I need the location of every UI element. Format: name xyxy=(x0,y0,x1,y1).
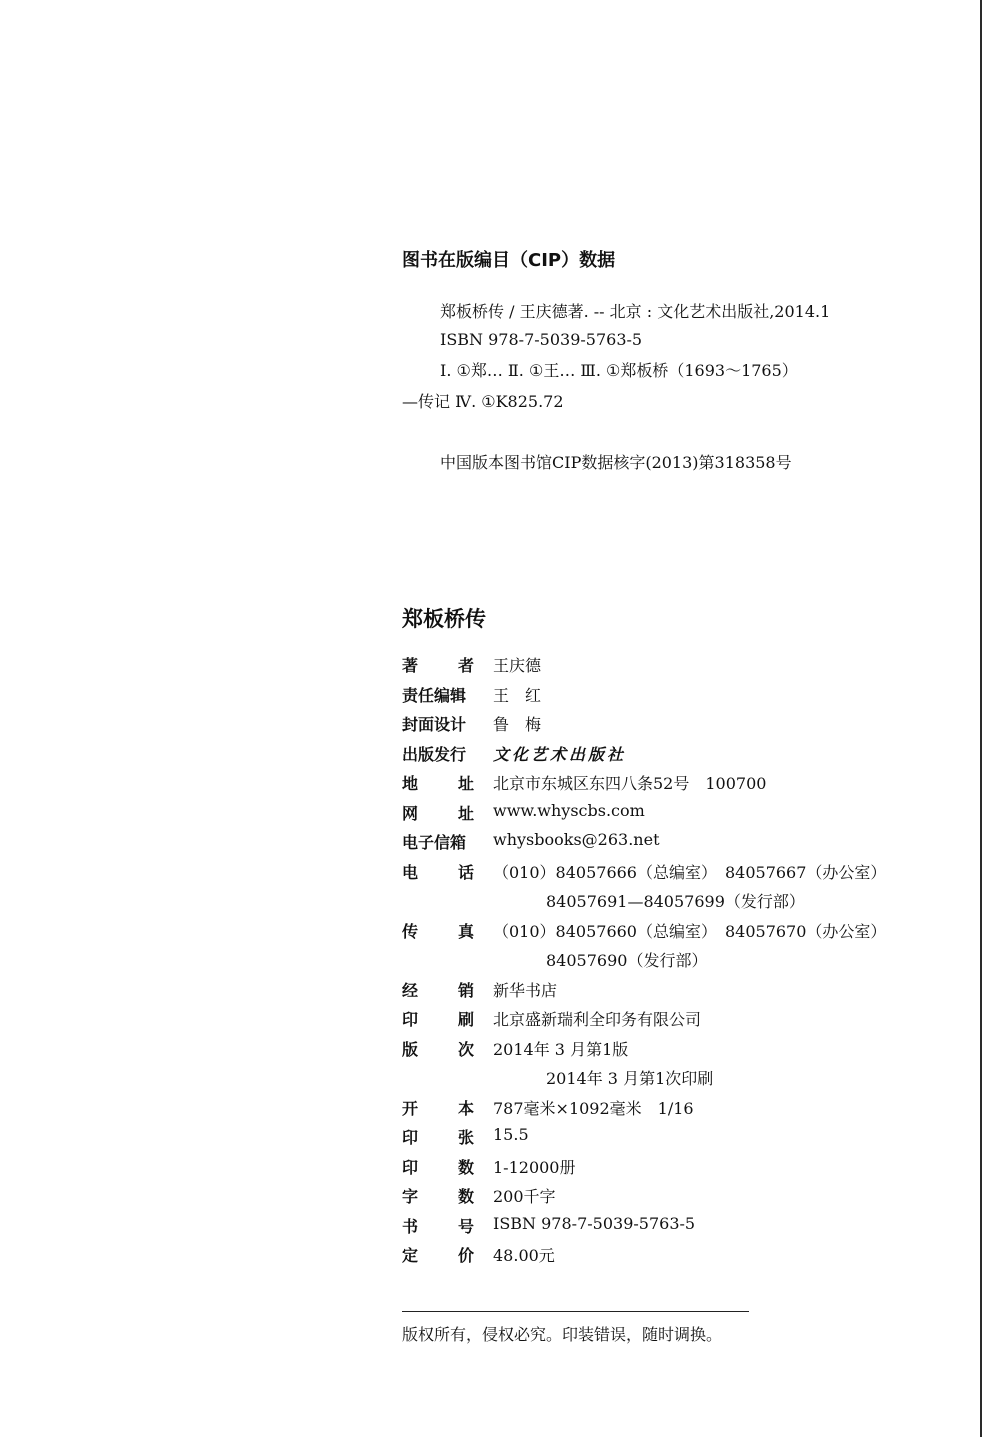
imprint-value: 新华书店 xyxy=(493,980,558,1000)
imprint-value: 15.5 xyxy=(493,1125,529,1144)
imprint-label: 出版发行 xyxy=(402,744,467,764)
imprint-row xyxy=(402,975,922,1005)
imprint-label-char: 真 xyxy=(457,921,474,941)
imprint-label-char: 版 xyxy=(402,1039,419,1059)
cip-line-isbn: ISBN 978-7-5039-5763-5 xyxy=(440,330,643,349)
imprint-value: 北京盛新瑞利全印务有限公司 xyxy=(493,1010,702,1029)
imprint-label-char: 数 xyxy=(457,1157,474,1177)
imprint-value: whysbooks@263.net xyxy=(493,830,660,849)
imprint-label-char: 定 xyxy=(402,1246,419,1265)
imprint-label-char: 销 xyxy=(457,980,474,1000)
imprint-row xyxy=(402,916,922,946)
imprint-label xyxy=(402,1125,474,1148)
imprint-label-char: 著 xyxy=(402,656,419,675)
imprint-row xyxy=(402,857,922,887)
imprint-row xyxy=(402,1063,922,1093)
imprint-value: 84057690（发行部） xyxy=(546,951,708,970)
imprint-row xyxy=(402,1181,922,1211)
imprint-value: （010）84057666（总编室） 84057667（办公室） xyxy=(493,862,887,882)
imprint-row xyxy=(402,1004,922,1034)
page-edge-rule xyxy=(980,0,982,1437)
imprint-label xyxy=(402,801,474,824)
imprint-label xyxy=(402,978,474,1001)
imprint-label-char: 经 xyxy=(402,980,419,1000)
imprint-label-char: 传 xyxy=(402,921,419,941)
imprint-label-char: 话 xyxy=(457,862,474,882)
imprint-label xyxy=(402,771,474,794)
imprint-row xyxy=(402,827,922,857)
cip-line-record-number: 中国版本图书馆CIP数据核字(2013)第318358号 xyxy=(440,453,792,472)
imprint-label-char: 开 xyxy=(402,1098,419,1118)
imprint-value: 2014年 3 月第1次印刷 xyxy=(546,1069,714,1088)
imprint-value: 北京市东城区东四八条52号 100700 xyxy=(493,774,767,793)
imprint-label xyxy=(402,1007,474,1030)
imprint-value: 48.00元 xyxy=(493,1246,555,1265)
imprint-label xyxy=(402,1184,474,1207)
imprint-label xyxy=(402,1243,474,1266)
cip-heading: 图书在版编目（CIP）数据 xyxy=(402,250,616,271)
imprint-row xyxy=(402,680,922,710)
imprint-label-char: 刷 xyxy=(457,1010,474,1029)
imprint-label-char: 者 xyxy=(457,656,474,675)
imprint-row xyxy=(402,739,922,769)
imprint-row xyxy=(402,1240,922,1270)
imprint-label xyxy=(402,919,474,942)
imprint-label-char: 价 xyxy=(457,1246,474,1265)
copyright-notice: 版权所有，侵权必究。印装错误，随时调换。 xyxy=(402,1325,723,1344)
imprint-label: 电子信箱 xyxy=(402,833,467,852)
imprint-label-char: 次 xyxy=(457,1039,474,1059)
imprint-label xyxy=(402,653,474,676)
imprint-value: 王 红 xyxy=(493,685,542,705)
imprint-label-char: 书 xyxy=(402,1216,419,1236)
cip-line-title-author: 郑板桥传 / 王庆德著. -- 北京 : 文化艺术出版社,2014.1 xyxy=(440,302,831,321)
imprint-label-char: 印 xyxy=(402,1157,419,1177)
cip-line-classification: Ⅰ. ①郑… Ⅱ. ①王… Ⅲ. ①郑板桥（1693～1765） xyxy=(440,361,798,380)
imprint-label: 责任编辑 xyxy=(402,685,467,705)
imprint-row xyxy=(402,1211,922,1241)
imprint-row xyxy=(402,945,922,975)
imprint-value: 鲁 梅 xyxy=(493,715,542,734)
imprint-row xyxy=(402,1093,922,1123)
imprint-value: 787毫米×1092毫米 1/16 xyxy=(493,1098,694,1118)
imprint-value: www.whyscbs.com xyxy=(493,800,645,820)
imprint-label xyxy=(402,1037,474,1060)
imprint-label: 封面设计 xyxy=(402,715,467,734)
imprint-label-char: 张 xyxy=(457,1128,474,1147)
imprint-label-char: 字 xyxy=(402,1187,419,1206)
imprint-label xyxy=(402,1155,474,1178)
imprint-label xyxy=(402,1096,474,1119)
imprint-row xyxy=(402,886,922,916)
imprint-row xyxy=(402,798,922,828)
imprint-label-char: 印 xyxy=(402,1010,419,1029)
imprint-row xyxy=(402,1152,922,1182)
imprint-label xyxy=(402,1214,474,1237)
imprint-value: ISBN 978-7-5039-5763-5 xyxy=(493,1213,696,1233)
imprint-label-char: 址 xyxy=(457,803,474,823)
imprint-label-char: 号 xyxy=(457,1216,474,1236)
cip-line-classification-cont: —传记 Ⅳ. ①K825.72 xyxy=(402,392,564,411)
imprint-label-char: 印 xyxy=(402,1128,419,1147)
imprint-value: （010）84057660（总编室） 84057670（办公室） xyxy=(493,921,887,941)
imprint-row xyxy=(402,1034,922,1064)
imprint-value: 1-12000册 xyxy=(493,1157,576,1177)
imprint-row xyxy=(402,768,922,798)
imprint-value: 文化艺术出版社 xyxy=(493,744,627,764)
imprint-value: 2014年 3 月第1版 xyxy=(493,1039,629,1059)
imprint-label-char: 数 xyxy=(457,1187,474,1206)
imprint-label-char: 地 xyxy=(402,774,419,793)
book-title: 郑板桥传 xyxy=(402,607,486,631)
footer-divider xyxy=(402,1311,749,1312)
imprint-value: 200千字 xyxy=(493,1187,556,1206)
imprint-label xyxy=(402,860,474,883)
imprint-label-char: 网 xyxy=(402,803,419,823)
imprint-details xyxy=(402,650,922,1270)
imprint-row xyxy=(402,650,922,680)
imprint-row xyxy=(402,709,922,739)
imprint-label-char: 电 xyxy=(402,862,419,882)
imprint-label-char: 本 xyxy=(457,1098,474,1118)
imprint-label-char: 址 xyxy=(457,774,474,793)
imprint-value: 王庆德 xyxy=(493,656,542,675)
imprint-value: 84057691—84057699（发行部） xyxy=(546,892,805,911)
imprint-row xyxy=(402,1122,922,1152)
